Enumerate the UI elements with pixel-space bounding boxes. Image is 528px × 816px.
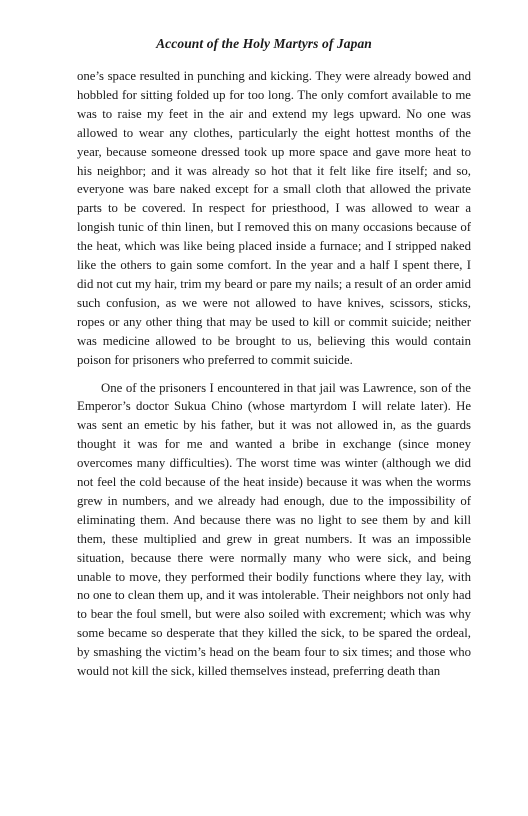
paragraph-continued: one’s space resulted in punching and kicking. They were already bowed and hobbled for sitting folded up for too long. The only comfort available to me was to raise my feet in the air and extend my legs upward. No one was allowed to wear any clothes, particularly the eight hottest months of the year, because someone dressed took up more space and gave more heat to his neighbor; and it was already so hot that it felt like fire itself; and so, everyone was bare naked except for a small cloth that allowed the private parts to be covered. In respect for priesthood, I was allowed to wear a longish tunic of thin linen, but I removed this on many occasions because of the heat, which was like being placed inside a furnace; and I stripped naked like the others to gain some comfort. In the year and a half I spent there, I did not cut my hair, trim my beard or pare my nails; a result of an order amid such confusion, as we were not allowed to have knives, scissors, sticks, ropes or any other thing that may be used to kill or commit suicide; neither was medicine allowed to be brought to us, believing this would contain poison for prisoners who preferred to commit suicide. (77, 69, 471, 367)
paragraph-lawrence: One of the prisoners I encountered in that jail was Lawrence, son of the Emperor’s doctor Sukua Chino (whose martyrdom I will relate later). He was sent an emetic by his father, but it was not allowed in, as the guards thought it was for me and wanted a bribe in exchange (since money overcomes many difficulties). The worst time was winter (although we did not feel the cold because of the heat inside) because it was when the worms grew in numbers, and we already had enough, due to the impossibility of eliminating them. And because there was no light to see them by and kill them, these multiplied and grew in great numbers. It was an impossible situation, because there were normally many who were sick, and being unable to move, they performed their bodily functions where they lay, with no one to clean them up, and it was intolerable. Their neighbors not only had to bear the foul smell, but were also soiled with excrement; which was why some became so desperate that they killed the sick, to be spared the ordeal, by smashing the victim’s head on the beam four to six times; and those who would not kill the sick, killed themselves instead, preferring death than (77, 380, 471, 679)
body-text (77, 67, 471, 681)
running-header-title: Account of the Holy Martyrs of Japan (156, 36, 372, 51)
